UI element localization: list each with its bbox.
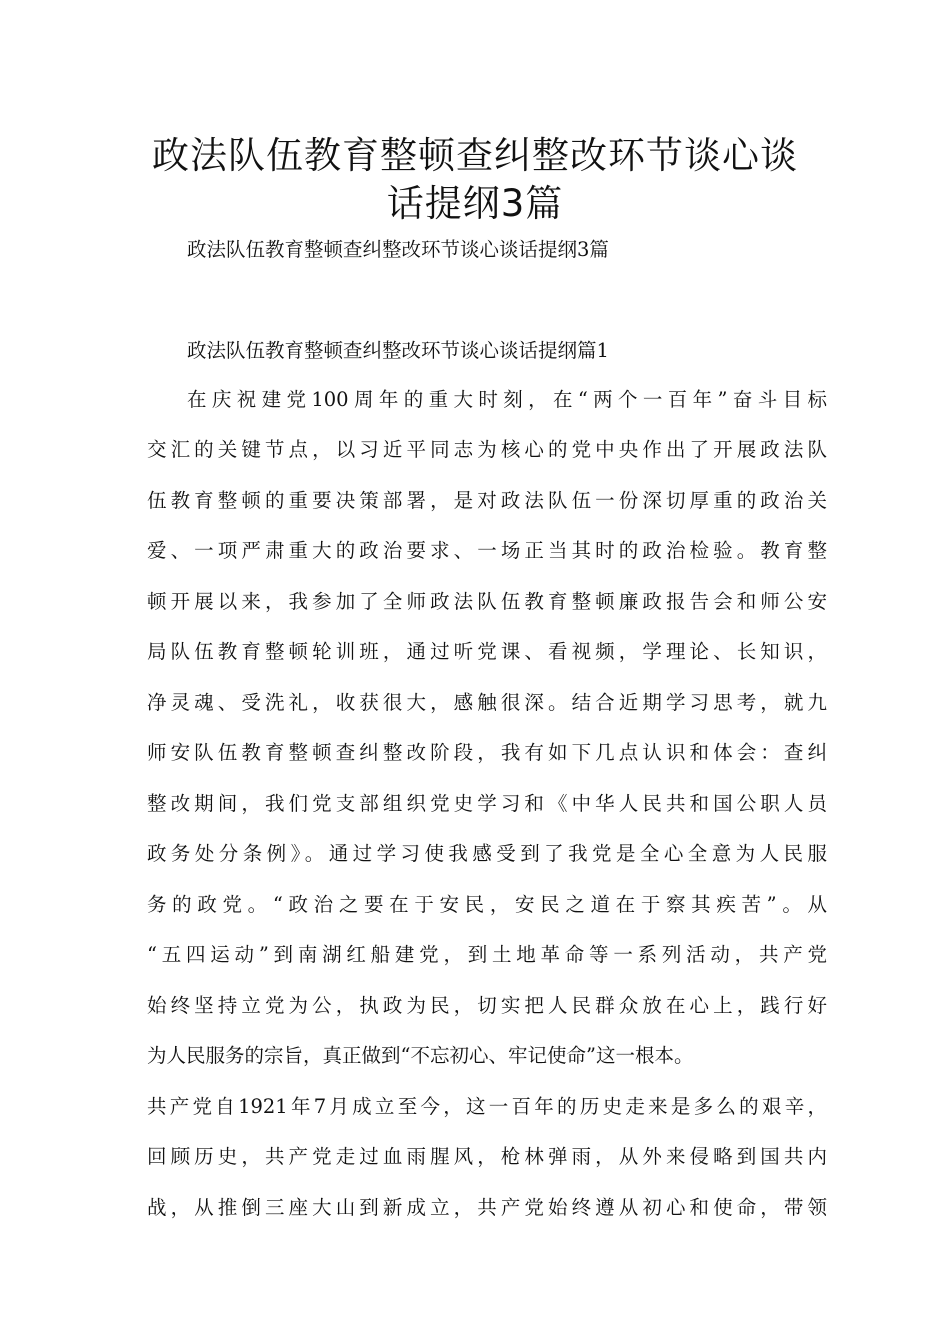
body-line: 始终坚持立党为公，执政为民，切实把人民群众放在心上，践行好 (147, 994, 827, 1017)
body-line: 伍教育整顿的重要决策部署，是对政法队伍一份深切厚重的政治关 (147, 489, 827, 512)
body-line: 政务处分条例》。通过学习使我感受到了我党是全心全意为人民服 (147, 842, 827, 865)
body-line: 师安队伍教育整顿查纠整改阶段，我有如下几点认识和体会：查纠 (147, 741, 827, 764)
body-line: 交汇的关键节点，以习近平同志为核心的党中央作出了开展政法队 (147, 438, 827, 461)
body-line: “五四运动”到南湖红船建党，到土地革命等一系列活动，共产党 (147, 943, 827, 966)
body-line: 局队伍教育整顿轮训班，通过听党课、看视频，学理论、长知识， (147, 640, 827, 663)
body-line: 共产党自1921年7月成立至今，这一百年的历史走来是多么的艰辛， (147, 1095, 827, 1118)
section-heading: 政法队伍教育整顿查纠整改环节谈心谈话提纲篇1 (187, 339, 609, 362)
body-line: 战，从推倒三座大山到新成立，共产党始终遵从初心和使命，带领 (147, 1196, 827, 1219)
body-line: 净灵魂、受洗礼，收获很大，感触很深。结合近期学习思考，就九 (147, 691, 827, 714)
document-title-line-1: 政法队伍教育整顿查纠整改环节谈心谈 (152, 134, 798, 177)
body-line: 回顾历史，共产党走过血雨腥风，枪林弹雨，从外来侵略到国共内 (147, 1145, 827, 1168)
body-line: 务的政党。“政治之要在于安民，安民之道在于察其疾苦”。从 (147, 893, 827, 916)
body-line: 在庆祝建党100周年的重大时刻，在“两个一百年”奋斗目标 (187, 388, 827, 411)
body-line: 整改期间，我们党支部组织党史学习和《中华人民共和国公职人员 (147, 792, 827, 815)
body-line: 爱、一项严肃重大的政治要求、一场正当其时的政治检验。教育整 (147, 539, 827, 562)
body-line: 为人民服务的宗旨，真正做到“不忘初心、牢记使命”这一根本。 (147, 1044, 694, 1067)
body-line: 顿开展以来，我参加了全师政法队伍教育整顿廉政报告会和师公安 (147, 590, 827, 613)
document-subtitle: 政法队伍教育整顿查纠整改环节谈心谈话提纲3篇 (187, 238, 609, 261)
document-title-line-2: 话提纲3篇 (386, 182, 564, 225)
